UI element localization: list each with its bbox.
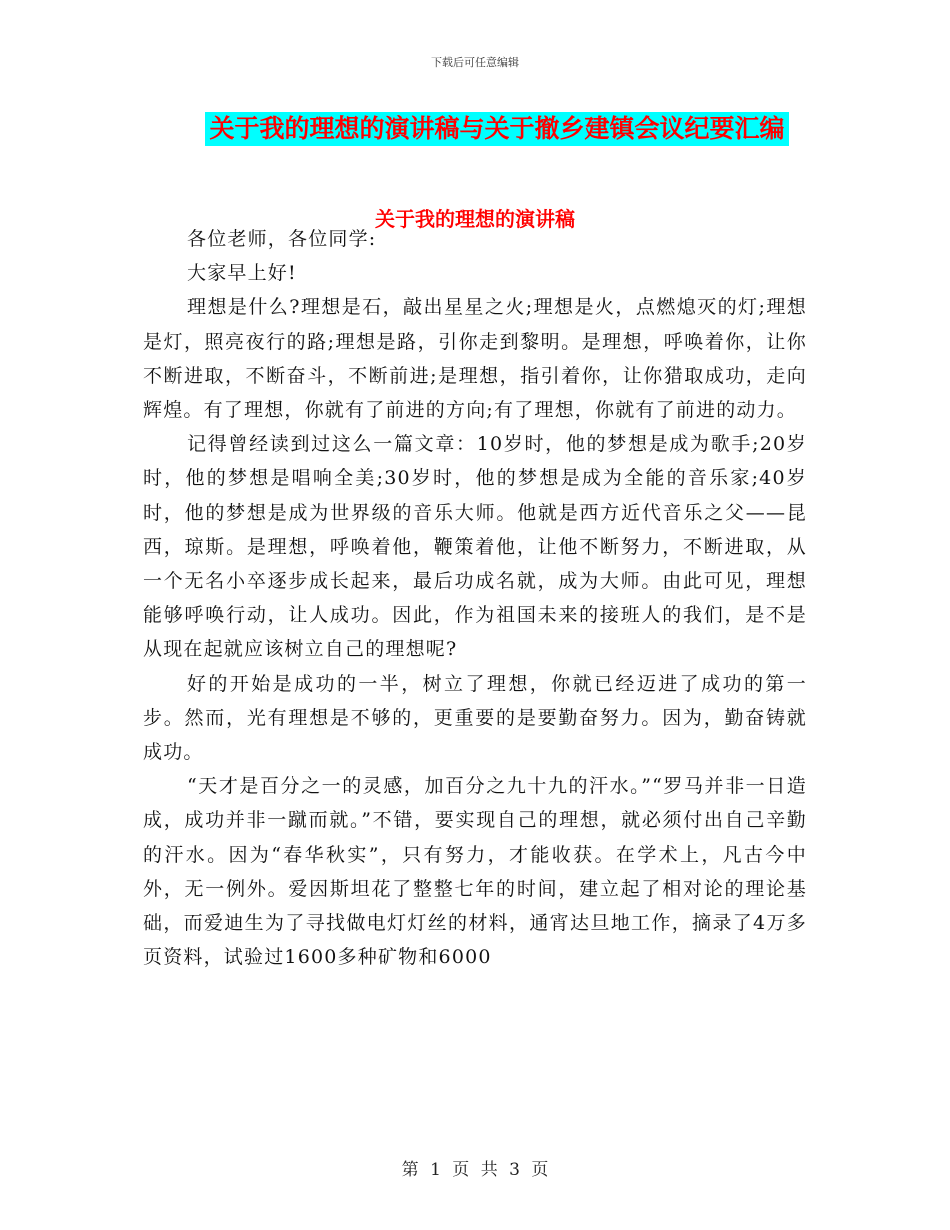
section-title: 关于我的理想的演讲稿: [375, 207, 575, 231]
paragraph: “天才是百分之一的灵感，加百分之九十九的汗水。”“罗马并非一日造成，成功并非一蹴而就。”不错，要实现自己的理想，就必须付出自己辛勤的汗水。因为“春华秋实”，只有努力，才能收获。在学术上，凡古今中外，无一例外。爱因斯坦花了整整七年的时间，建立起了相对论的理论基础，而爱迪生为了寻找做电灯灯丝的材料，通宵达旦地工作，摘录了4万多页资料，试验过1600多种矿物和6000: [143, 775, 807, 969]
page-header-note: 下载后可任意编辑: [431, 56, 519, 69]
paragraph: 好的开始是成功的一半，树立了理想，你就已经迈进了成功的第一步。然而，光有理想是不够的，更重要的是要勤奋努力。因为，勤奋铸就成功。: [143, 672, 807, 764]
paragraph: 理想是什么?理想是石，敲出星星之火;理想是火，点燃熄灭的灯;理想是灯，照亮夜行的路;理想是路，引你走到黎明。是理想，呼唤着你，让你不断进取，不断奋斗，不断前进;是理想，指引着你，让你猎取成功，走向辉煌。有了理想，你就有了前进的方向;有了理想，你就有了前进的动力。: [143, 296, 807, 422]
document-body: [143, 222, 807, 974]
paragraph-greeting: 大家早上好!: [187, 262, 297, 285]
paragraph-salutation: 各位老师，各位同学:: [187, 228, 377, 250]
paragraph: 记得曾经读到过这么一篇文章：10岁时，他的梦想是成为歌手;20岁时，他的梦想是唱响全美;30岁时，他的梦想是成为全能的音乐家;40岁时，他的梦想是成为世界级的音乐大师。他就是西方近代音乐之父——昆西，琼斯。是理想，呼唤着他，鞭策着他，让他不断努力，不断进取，从一个无名小卒逐步成长起来，最后功成名就，成为大师。由此可见，理想能够呼唤行动，让人成功。因此，作为祖国未来的接班人的我们，是不是从现在起就应该树立自己的理想呢?: [143, 433, 807, 661]
page-number-footer: 第 1 页 共 3 页: [401, 1160, 549, 1180]
document-title-container: [0, 112, 950, 146]
document-title: 关于我的理想的演讲稿与关于撤乡建镇会议纪要汇编: [205, 112, 788, 146]
